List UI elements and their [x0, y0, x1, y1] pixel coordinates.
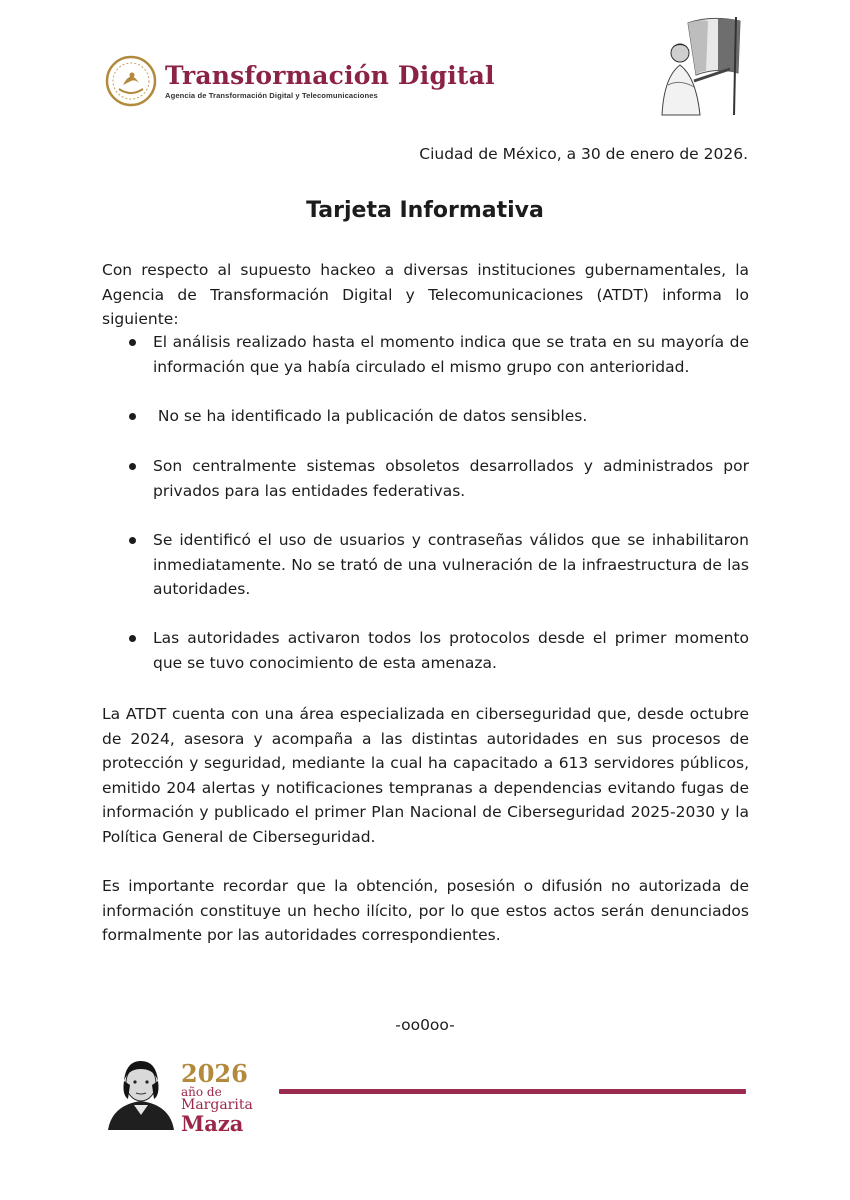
list-item-text: Se identificó el uso de usuarios y contraseñas válidos que se inhabilitaron inmediatamente. No se trató de una vulneración de la infraestructura de las autoridades. [153, 531, 749, 598]
bullet-icon [102, 626, 153, 675]
agency-logo [105, 55, 495, 107]
footer-divider [279, 1089, 746, 1094]
year-number: 2026 [181, 1059, 248, 1088]
list-item [102, 404, 749, 429]
document-date: Ciudad de México, a 30 de enero de 2026. [419, 145, 748, 163]
cybersecurity-paragraph: La ATDT cuenta con una área especializada en ciberseguridad que, desde octubre de 2024, asesora y acompaña a las distintas autoridades en sus procesos de protección y seguridad, mediante la cual ha capacitado a 613 servidores públicos, emitido 204 alertas y notificaciones tempranas a dependencias evitando fugas de información y publicado el primer Plan Nacional de Ciberseguridad 2025-2030 y la Política General de Ciberseguridad. [102, 705, 749, 846]
list-item [102, 330, 749, 379]
bullet-icon [102, 330, 153, 379]
list-item [102, 454, 749, 503]
brand-title: Transformación Digital [165, 61, 495, 90]
margarita-maza-portrait [102, 1055, 180, 1130]
year-badge [181, 1059, 253, 1136]
woman-with-flag-illustration [648, 15, 748, 117]
list-item-text: Son centralmente sistemas obsoletos desarrollados y administrados por privados para las entidades federativas. [153, 457, 749, 500]
brand-subtitle: Agencia de Transformación Digital y Telecomunicaciones [165, 91, 378, 100]
document-title: Tarjeta Informativa [306, 198, 544, 223]
legal-notice-paragraph: Es importante recordar que la obtención, posesión o difusión no autorizada de información constituye un hecho ilícito, por lo que estos actos serán denunciados formalmente por las autoridades correspondientes. [102, 877, 749, 944]
honoree-surname: Maza [181, 1111, 244, 1136]
bullet-icon [102, 454, 153, 503]
intro-paragraph: Con respecto al supuesto hackeo a diversas instituciones gubernamentales, la Agencia de Transformación Digital y Telecomunicaciones (ATDT) informa lo siguiente: [102, 261, 749, 328]
list-item [102, 626, 749, 675]
bullet-icon [102, 404, 153, 429]
list-item-text: No se ha identificado la publicación de datos sensibles. [153, 407, 588, 425]
list-item [102, 528, 749, 602]
honoree-name: Margarita [181, 1097, 253, 1113]
list-item-text: Las autoridades activaron todos los protocolos desde el primer momento que se tuvo conocimiento de esta amenaza. [153, 629, 749, 672]
closing-mark: -oo0oo- [395, 1016, 455, 1034]
year-caption: año de [181, 1085, 222, 1099]
list-item-text: El análisis realizado hasta el momento indica que se trata en su mayoría de información que ya había circulado el mismo grupo con anterioridad. [153, 333, 749, 376]
national-seal-icon [105, 55, 157, 107]
bullet-icon [102, 528, 153, 602]
